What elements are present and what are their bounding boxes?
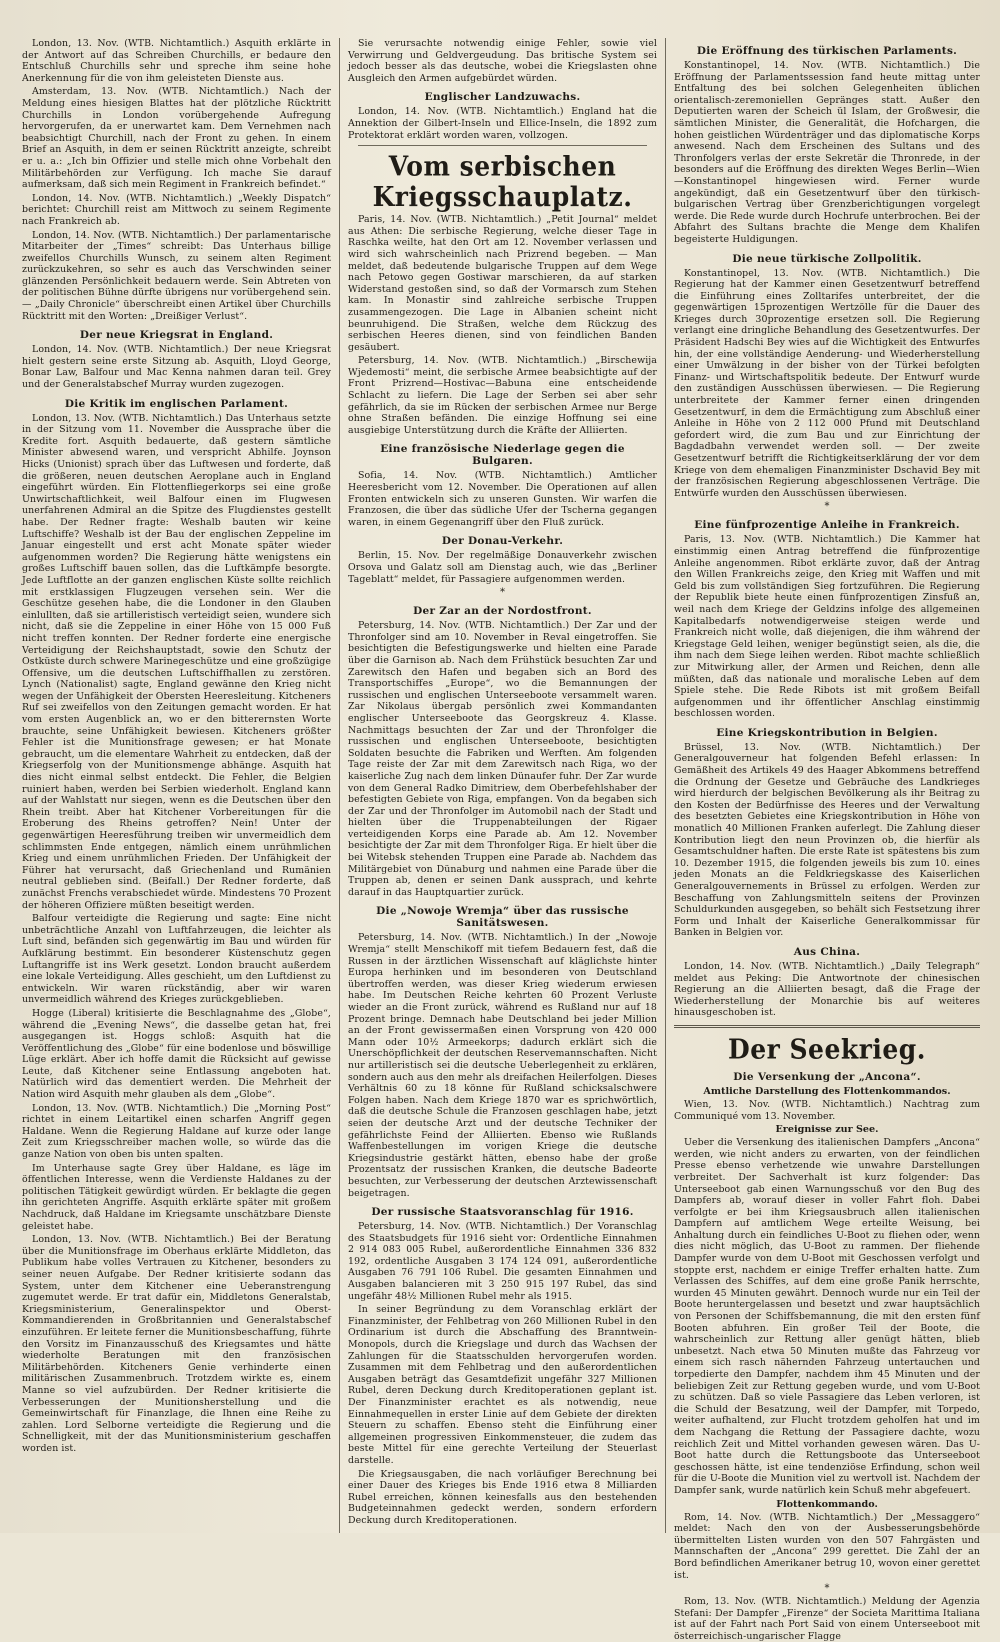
article-heading: Der neue Kriegsrat in England. xyxy=(79,329,274,342)
article-paragraph: Brüssel, 13. Nov. (WTB. Nichtamtlich.) Der Generalgouverneur hat folgenden Befehl erlassen: In Gemäßheit des Artikels 49 des Haager Abkommens betreffend die Ordnung der Gesetze und Gebräuche des Landkrieges wird hierdurch der belgischen Bevölkerung als ihr Beitrag zu den Kosten der Bedürfnisse des Heeres und der Verwaltung des besetzten Gebietes eine Kriegskontribution in Höhe von monatlich 40 Millionen Franken auferlegt. Die Zahlung dieser Kontribution liegt den neun Provinzen ob, die hierfür als Gesamtschuldner haften. Die erste Rate ist spätestens bis zum 10. Dezember 1915, die folgenden jeweils bis zum 10. eines jeden Monats an die Feldkriegskasse des Kaiserlichen Generalgouvernements in Brüssel zu erfolgen. Werden zur Beschaffung von Zahlungsmitteln seitens der Provinzen Schuldurkunden ausgegeben, so behält sich Festsetzung ihrer Form und Inhalt der Kaiserliche Generalkommissar für Banken in Belgien vor. xyxy=(674,741,980,939)
article-paragraph: Amsterdam, 13. Nov. (WTB. Nichtamtlich.) Nach der Meldung eines hiesigen Blattes hat der plötzliche Rücktritt Churchills in London vorübergehende Aufregung hervorgerufen, da er unerwartet kam. Dem Vernehmen nach beabsichtigt Churchill, nach der Front zu gehen. In einem Brief an Asquith, in dem er seinen Rücktritt anzeigte, schreibt er u. a.: „Ich bin Offizier und stelle mich ohne Vorbehalt den Militärbehörden zur Verfügung. Ich mache Sie darauf aufmerksam, daß sich mein Regiment in Frankreich befindet.“ xyxy=(22,86,331,191)
subheading: Amtliche Darstellung des Flottenkommandos. xyxy=(703,1085,951,1097)
article-paragraph: Sofia, 14. Nov. (WTB. Nichtamtlich.) Amtlicher Heeresbericht vom 12. November. Die Operationen auf allen Fronten entwickeln sich zu unseren Gunsten. Wir warfen die Franzosen, die über das südliche Ufer der Tscherna gegangen waren, in einem Gegenangriff über den Fluß zurück. xyxy=(348,470,657,528)
article-heading: Die Kritik im englischen Parlament. xyxy=(64,397,289,410)
article-heading: Eine fünfprozentige Anleihe in Frankreich. xyxy=(694,519,960,532)
separator-star: * xyxy=(824,1583,830,1595)
article-paragraph: Ueber die Versenkung des italienischen Dampfers „Ancona“ werden, wie nicht anders zu erwarten, von der feindlichen Presse ebenso verhetzende wie unwahre Darstellungen verbreitet. Der Sachverhalt ist kurz folgender: Das Unterseeboot gab einen Warnungsschuß vor den Bug des Dampfers ab, worauf dieser in voller Fahrt floh. Dabei verfolgte er bei ihm Kriegsausbruch allen italienischen Dampfern auf amtlichem Wege erteilte Weisung, bei Anhaltung durch ein feindliches U-Boot zu fliehen oder, wenn dies nicht möglich, das U-Boot zu rammen. Der fliehende Dampfer wurde von dem U-Boot mit Geschossen verfolgt und stoppte erst, nachdem er einige Treffer erhalten hatte. Zum Verlassen des Schiffes, auf dem eine große Panik herrschte, wurden 45 Minuten gewährt. Dennoch wurde nur ein Teil der Boote heruntergelassen und besetzt und zwar hauptsächlich von Personen der Schiffsbemannung, die mit den ersten fünf Booten abfuhren. Ein großer Teil der Boote, die wahrscheinlich zur Rettung aller genügt hätten, blieb unbesetzt. Nach etwa 50 Minuten mußte das Fahrzeug vor einem sich rasch nähernden Fahrzeug untertauchen und torpedierte den Dampfer, nachdem ihm 45 Minuten und der beliebigen Zeit zur Rettung gegeben wurde, und vom U-Boot zu schützen. Daß so viele Passagiere das Leben verloren, ist die Schuld der Besatzung, weil der Dampfer, mit Torpedo, weiter aufhaltend, zur Flucht trotzdem geholfen hat und im dem Nachgang die Rettung der Passagiere dachte, wozu reichlich Zeit und Mittel vorhanden gewesen wären. Das U-Boot hatte durch die Rettungsboote das Unterseeboot geschossen hätte, ist eine tendenziöse Erfindung, schon weil für die U-Boote die Munition viel zu wertvoll ist. Nachdem der Dampfer sank, wurde natürlich kein Schuß mehr abgefeuert. xyxy=(674,1137,980,1496)
subheading: Flottenkommando. xyxy=(776,1498,878,1510)
article-paragraph: Petersburg, 14. Nov. (WTB. Nichtamtlich.) In der „Nowoje Wremja“ stellt Menschikoff mit tiefem Bedauern fest, daß die Russen in der ärztlichen Wissenschaft auf kläglichste hinter Europa herhinken und im besonderen von Deutschland übertroffen werden, was dieser Krieg wiederum erwiesen habe. Im Deutschen Reiche kehrten 60 Prozent Verluste wieder an die Front zurück, während es Rußland nur auf 18 Prozent bringe. Demnach habe Deutschland bei jeder Million an der Front gewissermaßen einen Vorsprung von 420 000 Mann oder 10½ Armeekorps; dadurch erklärt sich die Unerschöpflichkeit der deutschen Reservemannschaften. Nicht nur artilleristisch sei die deutsche Ueberlegenheit zu erklären, sondern auch aus den mehr als dreifachen Heilerfolgen. Dieses Verhältnis 60 zu 18 könne für Rußland schicksalschwere Folgen haben. Nach dem Kriege 1870 war es sprichwörtlich, daß die deutsche Schule die Franzosen geschlagen habe, jetzt seien der deutsche Arzt und der deutsche Techniker der gefährlichste Feind der Alliierten. Ebenso wie Rußlands Waffenbestellungen im vorigen Kriege die deutsche Kriegsindustrie gestärkt hätten, ebenso habe der große Prozentsatz der russischen Kranken, die deutsche Badeorte besuchten, zur Verbesserung der deutschen Arztewissenschaft beigetragen. xyxy=(348,932,657,1199)
article-paragraph: London, 14. Nov. (WTB. Nichtamtlich.) „Daily Telegraph“ meldet aus Peking: Die Antwortnote der chinesischen Regierung an die Alliierten besagt, daß die Frage der Wiederherstellung der Monarchie bis auf weiteres hinausgeschoben ist. xyxy=(674,960,980,1019)
article-paragraph: London, 13. Nov. (WTB. Nichtamtlich.) Das Unterhaus setzte in der Sitzung vom 11. November die Aussprache über die Kredite fort. Asquith bedauerte, daß gestern sämtliche Minister abwesend waren, und verspricht Abhilfe. Joynson Hicks (Unionist) sprach über das Luftwesen und forderte, daß die größeren, neuen deutschen Aeroplane auch in England eingeführt würden. Ein Flottenfliegerkorps sei eine große Unwirtschaftlichkeit, weil Balfour einen im Flugwesen unerfahrenen Admiral an die Spitze des Flugdienstes gestellt habe. Der Redner fragte: Weshalb bauten wir keine Luftschiffe? Weshalb ist der Bau der englischen Zeppeline im Januar eingestellt und erst acht Monate später wieder aufgenommen worden? Die Regierung hätte wenigstens ein großes Luftschiff bauen sollen, das die Luftkämpfe besorgte. Jede Luftflotte an der ganzen englischen Küste sollte reichlich mit erstklassigen Flugzeugen versehen sein. Wer die Geschütze gesehen habe, die die Londoner in den Glauben einlullten, daß sie artilleristisch verteidigt seien, wundere sich nicht, daß sie die Zeppeline in einer Höhe von 15 000 Fuß nicht treffen konnten. Der Redner forderte eine energische Verteidigung der Reichshauptstadt, sowie den Schutz der Ostküste durch schwere Marinegeschütze und eine großzügige Offensive, um die deutschen Luftschiffhallen zu zerstören. Lynch (Nationalist) sagte, England gewänne den Krieg nicht wegen der Unfähigkeit der Obersten Heeresleitung. Kitcheners Ruf sei zweifellos von den Zeitungen gemacht worden. Er hat vom ersten Augenblick an, wo er den bitterernsten Worte brauchte, seine Unfähigkeit bewiesen. Kitcheners größter Fehler ist die Munitionsfrage gewesen; er hat Monate gebraucht, um die elementare Wahrheit zu entdecken, daß der Kriegserfolg von der Munitionsmenge abhänge. Asquith hat dies nicht einmal selbst entdeckt. Die Fehler, die Belgien ruiniert haben, werden bei Serbien wiederholt. England kann auf der Wahlstatt nur siegen, wenn es die Deutschen über den Rhein treibt. Aber hat Kitchener Vorbereitungen für die Eroberung des Rheins getroffen? Nein! Unter der gegenwärtigen Heeresführung treiben wir unvermeidlich dem schlimmsten Ende entgegen, nämlich einem unrühmlichen Krieg und einem unrühmlichen Frieden. Der Unfähigkeit der Führer hat verursacht, daß Griechenland und Rumänien neutral geblieben sind. (Beifall.) Der Redner forderte, daß zunächst Frenchs verabschiedet würde. Mindestens 70 Prozent der höheren Offiziere müßten beseitigt werden. xyxy=(22,412,331,911)
article-heading: Eine französische Niederlage gegen die Bulgaren. xyxy=(380,443,625,468)
article-paragraph: Wien, 13. Nov. (WTB. Nichtamtlich.) Nachtrag zum Communiqué vom 13. November. xyxy=(674,1098,980,1122)
article-heading: Der Zar an der Nordostfront. xyxy=(413,605,592,618)
article-heading: Die neue türkische Zollpolitik. xyxy=(732,252,922,265)
article-paragraph: In seiner Begründung zu dem Voranschlag erklärt der Finanzminister, der Fehlbetrag von 260 Millionen Rubel in den Ordinarium ist durch die Abschaffung des Branntwein-Monopols, durch die Kriegslage und durch das Wachsen der Zahlungen für die Staatsschulden hervorgerufen worden. Zusammen mit dem Fehlbetrag und den außerordentlichen Ausgaben beträgt das Gesamtdefizit ungefähr 327 Millionen Rubel, deren Deckung durch Kreditoperationen geplant ist. Der Finanzminister erachtet es als notwendig, neue Einnahmequellen in erster Linie auf dem Gebiete der direkten Steuern zu schaffen. Ebenso steht die Einführung einer allgemeinen progressiven Einkommensteuer, die zudem das beste Mittel für eine gerechte Verteilung der Steuerlast darstelle. xyxy=(348,1304,657,1466)
article-paragraph: Rom, 14. Nov. (WTB. Nichtamtlich.) Der „Messaggero“ meldet: Nach den von der Ausbesserungsbehörde übermittelten Listen wurden von den 507 Fahrgästen und Mannschaften der „Ancona“ 299 gerettet. Die Zahl der an Bord befindlichen Amerikaner betrug 10, wovon einer gerettet ist. xyxy=(674,1511,980,1581)
section-title: Vom serbischen Kriegsschauplatz. xyxy=(372,150,633,213)
article-paragraph: London, 14. Nov. (WTB. Nichtamtlich.) Der parlamentarische Mitarbeiter der „Times“ schreibt: Das Unterhaus billige zweifellos Churchills Wunsch, zu seinem alten Regiment zurückzukehren, so sehr es auch das Verschwinden seiner glänzenden Persönlichkeit bedauern werde. Sein Abtreten von der politischen Bühne dürfte übrigens nur vorübergehend sein. — „Daily Chronicle“ überschreibt einen Artikel über Churchills Rücktritt mit den Worten: „Dreißiger Verlust“. xyxy=(22,229,331,322)
article-paragraph: Die Kriegsausgaben, die nach vorläufiger Berechnung bei einer Dauer des Krieges bis Ende 1916 etwa 8 Milliarden Rubel erreichen, können keinesfalls aus den bestehenden Budgeteinnahmen gedeckt werden, sondern erfordern Deckung durch Kreditoperationen. xyxy=(348,1468,657,1526)
columns xyxy=(14,38,988,1642)
separator-star: * xyxy=(500,587,505,599)
article-paragraph: Berlin, 15. Nov. Der regelmäßige Donauverkehr zwischen Orsova und Galatz soll am Dienstag auch, wie das „Berliner Tageblatt“ meldet, für Passagiere aufgenommen werden. xyxy=(348,550,657,585)
article-heading: Die Versenkung der „Ancona“. xyxy=(733,1070,921,1083)
article-heading: Aus China. xyxy=(793,945,861,958)
section-title: Der Seekrieg. xyxy=(728,1033,926,1066)
article-paragraph: Hogge (Liberal) kritisierte die Beschlagnahme des „Globe“, während die „Evening News“, die dasselbe getan hat, frei ausgegangen ist. Hoggs schloß: Asquith hat die Veröffentlichung des „Globe“ für eine bodenlose und böswillige Lüge erklärt. Aber ich hoffe damit die Rücksicht auf gewisse Leute, daß Kitchener seine Entlassung angeboten hat. Natürlich wird das dementiert werden. Die Mehrheit der Nation wird Asquith mehr glauben als dem „Globe“. xyxy=(22,1007,331,1101)
article-paragraph: Konstantinopel, 14. Nov. (WTB. Nichtamtlich.) Die Eröffnung der Parlamentssession fand heute mittag unter Entfaltung des bei solchen Gelegenheiten üblichen orientalisch-zeremoniellen Gepränges statt. Außer den Deputierten waren der Scheich ül Islam, der Großwesir, die sämtlichen Minister, die Generalität, die Hofchargen, die hohen geistlichen Würdenträger und das diplomatische Korps anwesend. Nach dem Erscheinen des Sultans und des Thronfolgers verlas der erste Sekretär die Thronrede, in der besonders auf die Eröffnung des direkten Weges Berlin—Wien—Konstantinopel hingewiesen wird. Ferner wurde angekündigt, daß ein Gesetzentwurf über den türkisch-bulgarischen Vertrag über Grenzberichtigungen vorgelegt werde. Die Rede wurde durch Hochrufe unterbrochen. Bei der Abfahrt des Sultans brachte die Menge dem Khalifen begeisterte Huldigungen. xyxy=(674,60,980,245)
article-paragraph: London, 14. Nov. (WTB. Nichtamtlich.) England hat die Annektion der Gilbert-Inseln und Ellice-Inseln, die 1892 zum Protektorat erklärt worden waren, vollzogen. xyxy=(348,106,657,141)
article-heading: Eine Kriegskontribution in Belgien. xyxy=(716,726,938,739)
article-paragraph: London, 13. Nov. (WTB. Nichtamtlich.) Asquith erklärte in der Antwort auf das Schreiben Churchills, er bedaure den Entschluß Churchills sehr und spreche ihm seine hohe Anerkennung für die von ihm geleisteten Dienste aus. xyxy=(22,38,331,84)
article-paragraph: London, 14. Nov. (WTB. Nichtamtlich.) Der neue Kriegsrat hielt gestern seine erste Sitzung ab. Asquith, Lloyd George, Bonar Law, Balfour und Mac Kenna nahmen daran teil. Grey und der Generalstabschef Murray wurden zugezogen. xyxy=(22,344,331,391)
article-heading: Englischer Landzuwachs. xyxy=(424,91,581,104)
article-paragraph: Petersburg, 14. Nov. (WTB. Nichtamtlich.) Der Voranschlag des Staatsbudgets für 1916 sieht vor: Ordentliche Einnahmen 2 914 083 005 Rubel, außerordentliche Einnahmen 336 832 192, ordentliche Ausgaben 3 174 124 091, außerordentliche Ausgaben 76 791 106 Rubel. Die gesamten Einnahmen und Ausgaben balancieren mit 3 250 915 197 Rubel, das sind ungefähr 48½ Millionen Rubel mehr als 1915. xyxy=(348,1221,657,1302)
separator-star: * xyxy=(824,501,830,513)
article-paragraph: Konstantinopel, 13. Nov. (WTB. Nichtamtlich.) Die Regierung hat der Kammer einen Gesetzentwurf betreffend die Einführung eines Zolltarifes unterbreitet, der die gegenwärtigen 15prozentigen Wertzölle für die Dauer des Krieges durch 30prozentige ersetzen soll. Die Regierung verlangt eine dringliche Behandlung des Gesetzentwurfes. Der Präsident Hadschi Bey wies auf die Wichtigkeit des Entwurfes hin, der eine vollständige Aenderung- und Wiederherstellung einer Umwälzung in der bisher von der Türkei befolgten Finanz- und Wirtschaftspolitik bedeute. Der Entwurf wurde den zuständigen Ausschüssen überwiesen. — Die Regierung unterbreitete der Kammer ferner einen dringenden Gesetzentwurf, in dem die Ermächtigung zum Abschluß einer Anleihe in Höhe von 2 112 000 Pfund mit Deutschland gefordert wird, die zum Bau und zur Einrichtung der Bagdadbahn verwendet werden soll. — Der zweite Gesetzentwurf betrifft die Richtigkeitserklärung der vor dem Kriege von dem ehemaligen Finanzminister Dschavid Bey mit der französischen Regierung abgeschlossenen Verträge. Die Entwürfe wurden den Ausschüssen überwiesen. xyxy=(674,267,980,499)
article-heading: Der Donau-Verkehr. xyxy=(441,535,564,548)
article-heading: Die „Nowoje Wremja“ über das russische Sanitätswesen. xyxy=(376,905,629,930)
article-paragraph: London, 14. Nov. (WTB. Nichtamtlich.) „Weekly Dispatch“ berichtet: Churchill reist am Mittwoch zu seinem Regimente nach Frankreich ab. xyxy=(22,192,331,227)
article-paragraph: Balfour verteidigte die Regierung und sagte: Eine nicht unbeträchtliche Anzahl von Luftfahrzeugen, die leichter als Luft sind, befänden sich gegenwärtig im Bau und würden für Aufklärung bestimmt. Ein besonderer Küstenschutz gegen Luftangriffe ist ins Werk gesetzt. London braucht außerdem eine lokale Verteidigung. Alles geschieht, um den Luftdienst zu entwickeln. Wir waren rückständig, aber wir waren unvermeidlich während des Krieges zurückgeblieben. xyxy=(22,913,331,1006)
article-paragraph: Im Unterhause sagte Grey über Haldane, es läge im öffentlichen Interesse, wenn die Verdienste Haldanes zu der politischen Tätigkeit gewürdigt würden. Er beklagte die gegen ihn gerichteten Angriffe. Asquith erklärte später mit großem Nachdruck, daß Haldane im Kriegsamte unschätzbare Dienste geleistet habe. xyxy=(22,1162,331,1232)
article-paragraph: Petersburg, 14. Nov. (WTB. Nichtamtlich.) Der Zar und der Thronfolger sind am 10. November in Reval eingetroffen. Sie besichtigten die Befestigungswerke und hielten eine Parade über die Garnison ab. Nach dem Frühstück besuchten Zar und Zarewitsch den Hafen und begaben sich an Bord des Transportschiffes „Europe“, wo die Bemannungen der russischen und englischen Unterseeboote versammelt waren. Zar Nikolaus übergab persönlich zwei Kommandanten englischer Unterseeboote das Georgskreuz 4. Klasse. Nachmittags besuchten der Zar und der Thronfolger die russischen und englischen Unterseeboote, besichtigten Soldaten besuchte die Fabriken und Werften. Am folgenden Tage reiste der Zar mit dem Zarewitsch nach Riga, wo der kaiserliche Zug nach dem linken Dünaufer fuhr. Der Zar wurde von dem General Radko Dimitriew, dem Oberbefehlshaber der befestigten Gebiete von Riga, empfangen. Von da begaben sich der Zar und der Thronfolger im Automobil nach der Stadt und hielten über die Truppenabteilungen der Rigaer verteidigenden Korps eine Parade ab. Am 12. November besichtigte der Zar mit dem Thronfolger Riga. Er hielt über die bei Witebsk stehenden Truppen eine Parade ab. Nachdem das Militärgebiet von Dünaburg und nahmen eine Parade über die Truppen ab, denen er seinen Dank aussprach, und kehrte darauf in das Hauptquartier zurück. xyxy=(348,620,657,898)
article-heading: Die Eröffnung des türkischen Parlaments. xyxy=(696,45,958,57)
article-paragraph: London, 13. Nov. (WTB. Nichtamtlich.) Bei der Beratung über die Munitionsfrage im Oberhaus erklärte Middleton, das Publikum habe volles Vertrauen zu Kitchener, besonders zu seiner neuen Aufgabe. Der Redner kritisierte sodann das System, unter dem Kitchener eine Ueberanstrengung zugemutet werde. Er trat dafür ein, Middletons Generalstab, Kriegsministerium, Generalinspektor und Oberst-Kommandierenden in Großbritannien und Generalstabschef einzuführen. Er leitete ferner die Munitionsbeschaffung, führte den Vorsitz im Finanzausschuß des Kriegsamtes und hätte wiederholte Beratungen mit den französischen Militärbehörden. Kitcheners Genie verhinderte einen militärischen Zusammenbruch. Trotzdem wirkte es, einem Manne so viel aufzubürden. Der Redner kritisierte die Verbesserungen der Munitionsherstellung und die Gemeinwirtschaft für Finanzlage, die Ihnen eine Reihe zu zahlen. Lord Selborne verteidigte die Regierung und die Schnelligkeit, mit der das Munitionsministerium geschaffen worden ist. xyxy=(22,1234,331,1454)
column-middle xyxy=(340,38,666,1533)
article-paragraph: Petersburg, 14. Nov. (WTB. Nichtamtlich.) „Birschewija Wjedemosti“ meint, die serbische Armee beabsichtigte auf der Front Prizrend—Hostivac—Babuna eine entscheidende Schlacht zu liefern. Die Lage der Serben sei aber sehr gefährlich, da sie im Rücken der serbischen Armee nur Berge ohne Straßen befänden. Die einzige Hoffnung sei eine ausgiebige Unterstützung durch die Kräfte der Alliierten. xyxy=(348,355,657,436)
article-paragraph: Sie verursachte notwendig einige Fehler, sowie viel Verwirrung und Geldvergeudung. Das britische System sei jedoch besser als das deutsche, wobei die Kriegslasten ohne Ausgleich den Armen aufgebürdet würden. xyxy=(348,38,657,84)
article-paragraph: London, 13. Nov. (WTB. Nichtamtlich.) Die „Morning Post“ richtet in einem Leitartikel einen scharfen Angriff gegen Haldane. Wenn die Regierung Haldane auf kurze oder lange Zeit zum Kriegsschreiber machen wolle, so würde das die ganze Nation von oben bis unten spalten. xyxy=(22,1102,331,1161)
article-paragraph: Rom, 13. Nov. (WTB. Nichtamtlich.) Meldung der Agenzia Stefani: Der Dampfer „Firenze“ der Societa Marittima Italiana ist auf der Fahrt nach Port Said von einem Unterseeboot mit österreichisch-ungarischer Flagge xyxy=(674,1596,980,1642)
column-right xyxy=(666,38,988,1642)
subheading: Ereignisse zur See. xyxy=(775,1124,879,1136)
article-paragraph: Paris, 14. Nov. (WTB. Nichtamtlich.) „Petit Journal“ meldet aus Athen: Die serbische Regierung, welche dieser Tage in Raschka weilte, hat den Ort am 12. November verlassen und wird sich wahrscheinlich nach Prizrend begeben. — Man meldet, daß bedeutende bulgarische Truppen auf dem Wege nach Petowo gegen Gostiwar marschieren, da auf starken Widerstand gestoßen sind, so daß der Vormarsch zum Stehen kam. In Monastir sind zahlreiche serbische Truppen zusammengezogen. Die Lage in Albanien scheint nicht beunruhigend. Die Straßen, welche dem Rückzug des serbischen Heeres dienen, sind von feindlichen Banden gesäubert. xyxy=(348,214,657,353)
article-paragraph: Paris, 13. Nov. (WTB. Nichtamtlich.) Die Kammer hat einstimmig einen Antrag betreffend die fünfprozentige Anleihe angenommen. Ribot erklärte zuvor, daß der Antrag den Willen Frankreichs zeige, den Krieg mit Waffen und mit Geld bis zum vollständigen Sieg fortzuführen. Die Regierung der Republik biete heute einen fünfprozentigen Zinsfuß an, weil nach dem Kriege der Geldzins infolge des allgemeinen Kapitalbedarfs notwendigerweise steigen werde und Frankreich nicht wolle, daß diejenigen, die ihm während der Kriegstage Geld leihen, weniger begünstigt seien, als die, die ihm nach dem Siege leihen werden. Ribot machte schließlich zur Mitwirkung aller, der Armen und Reichen, denn alle müßten, daß das nationale und moralische Leben auf dem Spiele stehe. Die Rede Ribots ist mit großem Beifall aufgenommen und ihr öffentlicher Anschlag einstimmig beschlossen worden. xyxy=(674,534,980,720)
double-divider xyxy=(674,1025,980,1028)
column-left xyxy=(14,38,340,1533)
divider xyxy=(358,145,647,146)
article-heading: Der russische Staatsvoranschlag für 1916. xyxy=(371,1206,634,1219)
